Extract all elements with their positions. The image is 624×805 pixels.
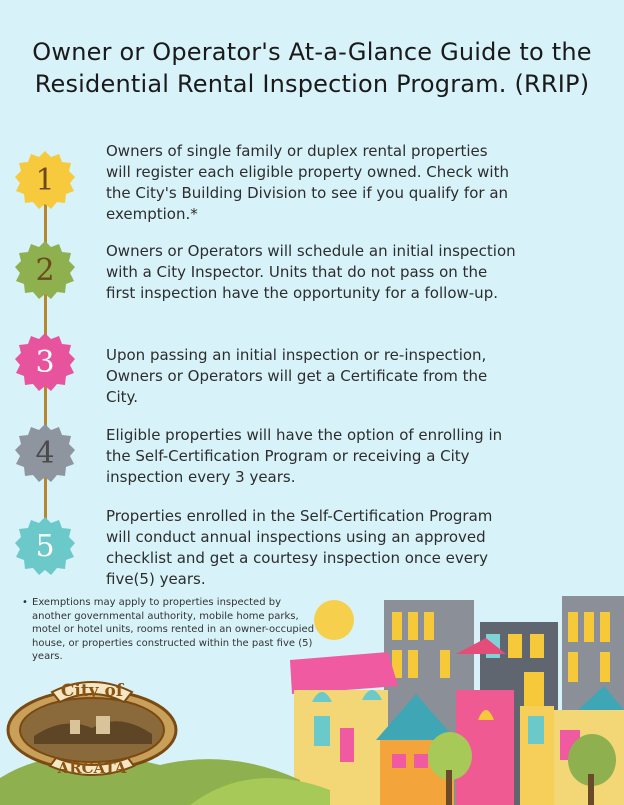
step-text-4: Eligible properties will have the option of enrolling in the Self-Certification Program or receiving a City inspection every 3 years. bbox=[106, 426, 503, 486]
step-number-3: 3 bbox=[35, 345, 55, 380]
footnote-bullet: • bbox=[22, 597, 28, 608]
step-number-4: 4 bbox=[35, 436, 55, 471]
step-text-5: Properties enrolled in the Self-Certification Program will conduct annual inspections using an approved checklist and get a courtesy inspection once every five(5) years. bbox=[106, 507, 493, 588]
page-title bbox=[0, 36, 624, 100]
step-number-1: 1 bbox=[35, 163, 55, 198]
step-badge-1 bbox=[14, 150, 76, 212]
logo-bottom-text: ARCATA bbox=[57, 759, 127, 777]
pink-roof bbox=[290, 652, 398, 694]
city-of-arcata-logo bbox=[4, 672, 180, 784]
step-badge-4 bbox=[14, 423, 76, 485]
title-line-2: Residential Rental Inspection Program. (RRIP) bbox=[34, 70, 590, 98]
title-line-1: Owner or Operator's At-a-Glance Guide to the bbox=[32, 38, 592, 66]
step-text-1: Owners of single family or duplex rental properties will register each eligible property owned. Check with the City's Building Division to see if you qualify for an exemption.* bbox=[106, 142, 509, 223]
logo-top-text: City of bbox=[60, 681, 124, 701]
sun-icon bbox=[314, 600, 354, 640]
step-text-3: Upon passing an initial inspection or re-inspection, Owners or Operators will get a Certificate from the City. bbox=[106, 346, 488, 406]
step-badge-2 bbox=[14, 240, 76, 302]
step-badge-5 bbox=[14, 516, 76, 578]
footnote-text: Exemptions may apply to properties inspected by another governmental authority, mobile home parks, motel or hotel units, rooms rented in an owner-occupied house, or properties constructed within the past five (5) years. bbox=[32, 597, 315, 662]
step-text-2: Owners or Operators will schedule an initial inspection with a City Inspector. Units that do not pass on the first inspection have the opportunity for a follow-up. bbox=[106, 242, 516, 302]
step-number-5: 5 bbox=[35, 529, 55, 564]
step-number-2: 2 bbox=[35, 253, 55, 288]
step-badge-3 bbox=[14, 332, 76, 394]
